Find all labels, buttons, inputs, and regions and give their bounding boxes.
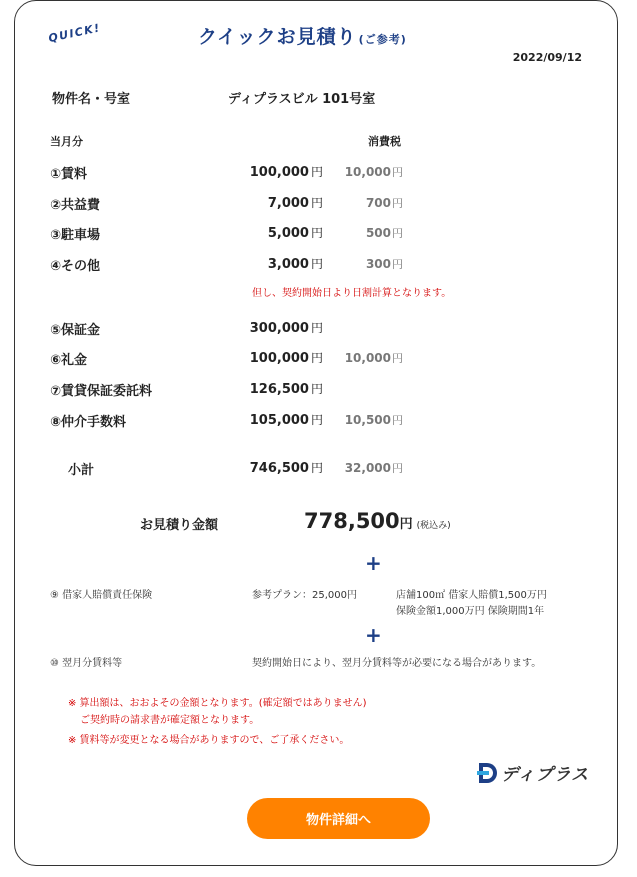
insurance-detail-2: 保険金額1,000万円 保険期間1年 bbox=[396, 606, 545, 617]
row-label-parking: ③駐車場 bbox=[50, 228, 101, 243]
brand-logo bbox=[477, 760, 589, 785]
page-title: クイックお見積り (ご参考) bbox=[198, 26, 407, 48]
brand-logo-icon bbox=[477, 761, 499, 785]
estimate-date: 2022/09/12 bbox=[512, 51, 582, 64]
row-tax-rent: 10,000円 bbox=[344, 165, 403, 179]
next-month-label: ⑩ 翌月分賃料等 bbox=[50, 658, 123, 669]
insurance-detail-1: 店舗100㎡ 借家人賠償1,500万円 bbox=[396, 590, 547, 601]
row-tax-brokerage: 10,500円 bbox=[344, 413, 403, 427]
brand-name: ディプラス bbox=[501, 765, 590, 785]
property-value: ディプラスビル 101号室 bbox=[228, 92, 376, 107]
row-amount-key-money: 100,000 円 bbox=[249, 351, 323, 366]
subtotal-label: 小計 bbox=[68, 463, 95, 478]
quick-badge: QUICK! bbox=[47, 21, 102, 45]
row-label-guarantee-fee: ⑦賃貸保証委託料 bbox=[50, 384, 153, 399]
property-label: 物件名・号室 bbox=[52, 92, 131, 107]
row-amount-rent: 100,000 円 bbox=[249, 165, 323, 180]
row-amount-brokerage: 105,000 円 bbox=[249, 413, 323, 428]
total-amount: 778,500円 (税込み) bbox=[304, 509, 451, 533]
row-label-brokerage: ⑧仲介手数料 bbox=[50, 415, 127, 430]
row-amount-other: 3,000 円 bbox=[267, 257, 323, 272]
property-details-button[interactable]: 物件詳細へ bbox=[247, 798, 430, 839]
row-tax-key-money: 10,000円 bbox=[344, 351, 403, 365]
row-label-key-money: ⑥礼金 bbox=[50, 353, 88, 368]
current-month-header: 当月分 bbox=[50, 135, 83, 148]
note-line-2: ご契約時の請求書が確定額となります。 bbox=[80, 715, 260, 726]
plus-icon: + bbox=[365, 551, 382, 575]
title-sub: (ご参考) bbox=[358, 33, 407, 46]
row-tax-other: 300円 bbox=[365, 257, 403, 271]
row-label-other: ④その他 bbox=[50, 259, 101, 274]
insurance-label: ⑨ 借家人賠償責任保険 bbox=[50, 590, 153, 601]
row-tax-common-fee: 700円 bbox=[365, 196, 403, 210]
row-amount-deposit: 300,000 円 bbox=[249, 321, 323, 336]
row-amount-common-fee: 7,000 円 bbox=[267, 196, 323, 211]
subtotal-amount: 746,500 円 bbox=[249, 461, 323, 476]
subtotal-tax: 32,000円 bbox=[344, 461, 403, 475]
note-line-3: ※ 賃料等が変更となる場合がありますので、ご了承ください。 bbox=[68, 735, 350, 746]
tax-included-note: (税込み) bbox=[416, 521, 451, 531]
prorate-notice: 但し、契約開始日より日割計算となります。 bbox=[252, 288, 452, 299]
insurance-plan: 参考プラン：25,000円 bbox=[252, 590, 357, 601]
row-label-deposit: ⑤保証金 bbox=[50, 323, 101, 338]
row-amount-guarantee-fee: 126,500 円 bbox=[249, 382, 323, 397]
note-line-1: ※ 算出額は、おおよその金額となります。(確定額ではありません) bbox=[68, 698, 367, 709]
next-month-detail: 契約開始日により、翌月分賃料等が必要になる場合があります。 bbox=[252, 658, 542, 669]
tax-header: 消費税 bbox=[368, 135, 401, 148]
total-label: お見積り金額 bbox=[140, 518, 219, 533]
row-label-rent: ①賃料 bbox=[50, 167, 88, 182]
plus-icon: + bbox=[365, 623, 382, 647]
row-amount-parking: 5,000 円 bbox=[267, 226, 323, 241]
row-tax-parking: 500円 bbox=[365, 226, 403, 240]
row-label-common-fee: ②共益費 bbox=[50, 198, 101, 213]
